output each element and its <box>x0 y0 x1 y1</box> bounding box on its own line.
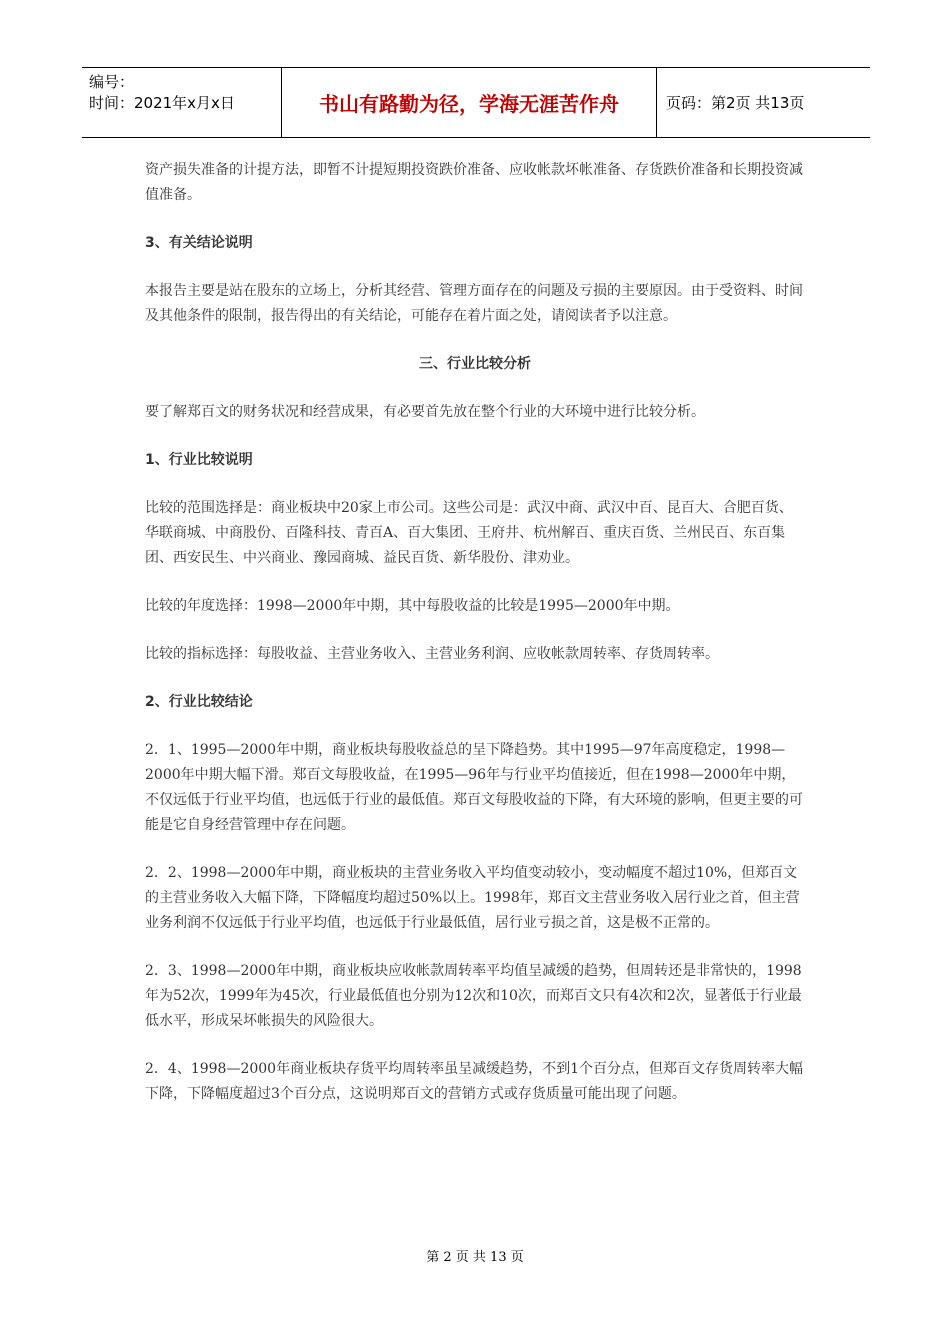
paragraph: 2．2、1998—2000年中期，商业板块的主营业务收入平均值变动较小，变动幅度不超过10%，但郑百文的主营业务收入大幅下降，下降幅度均超过50%以上。1998年，郑百文主营业务收入居行业之首，但主营业务利润不仅远低于行业平均值，也远低于行业最低值，居行业亏损之首，这是极不正常的。 <box>145 865 800 931</box>
paragraph: 2．1、1995—2000年中期，商业板块每股收益总的呈下降趋势。其中1995—97年高度稳定，1998—2000年中期大幅下滑。郑百文每股收益，在1995—96年与行业平均值接近，但在1998—2000年中期，不仅远低于行业平均值，也远低于行业的最低值。郑百文每股收益的下降，有大环境的影响，但更主要的可能是它自身经营管理中存在问题。 <box>145 742 803 833</box>
page-footer: 第 2 页 共 13 页 <box>426 1250 524 1265</box>
header-page-label: 页码：第2页 共13页 <box>666 94 805 112</box>
subsection-heading: 3、有关结论说明 <box>145 235 253 251</box>
header-motto: 书山有路勤为径，学海无涯苦作舟 <box>282 68 657 137</box>
paragraph: 比较的年度选择：1998—2000年中期，其中每股收益的比较是1995—2000年中期。 <box>145 598 680 614</box>
number-label: 编号： <box>89 73 135 91</box>
subsection-heading: 2、行业比较结论 <box>145 694 253 710</box>
subsection-heading: 1、行业比较说明 <box>145 452 253 468</box>
paragraph: 本报告主要是站在股东的立场上，分析其经营、管理方面存在的问题及亏损的主要原因。由于受资料、时间及其他条件的限制，报告得出的有关结论，可能存在着片面之处，请阅读者予以注意。 <box>145 283 803 324</box>
section-heading: 三、行业比较分析 <box>419 356 531 372</box>
header-info-cell <box>82 68 282 137</box>
paragraph: 比较的指标选择：每股收益、主营业务收入、主营业务利润、应收帐款周转率、存货周转率。 <box>145 646 719 662</box>
paragraph: 要了解郑百文的财务状况和经营成果，有必要首先放在整个行业的大环境中进行比较分析。 <box>145 404 705 420</box>
paragraph: 资产损失准备的计提方法，即暂不计提短期投资跌价准备、应收帐款坏帐准备、存货跌价准备和长期投资减值准备。 <box>145 162 803 203</box>
paragraph: 2．3、1998—2000年中期，商业板块应收帐款周转率平均值呈减缓的趋势，但周转还是非常快的，1998年为52次，1999年为45次，行业最低值也分别为12次和10次，而郑百文只有4次和2次，显著低于行业最低水平，形成呆坏帐损失的风险很大。 <box>145 963 802 1029</box>
page-header <box>82 67 870 138</box>
paragraph: 比较的范围选择是：商业板块中20家上市公司。这些公司是：武汉中商、武汉中百、昆百大、合肥百货、华联商城、中商股份、百隆科技、青百A、百大集团、王府井、杭州解百、重庆百货、兰州民百、东百集团、西安民生、中兴商业、豫园商城、益民百货、新华股份、津劝业。 <box>145 500 793 566</box>
time-label: 时间：2021年x月x日 <box>89 94 235 112</box>
paragraph: 2．4、1998—2000年商业板块存货平均周转率虽呈减缓趋势，不到1个百分点，但郑百文存货周转率大幅下降，下降幅度超过3个百分点，这说明郑百文的营销方式或存货质量可能出现了问题。 <box>145 1061 803 1102</box>
document-body <box>145 158 805 1130</box>
